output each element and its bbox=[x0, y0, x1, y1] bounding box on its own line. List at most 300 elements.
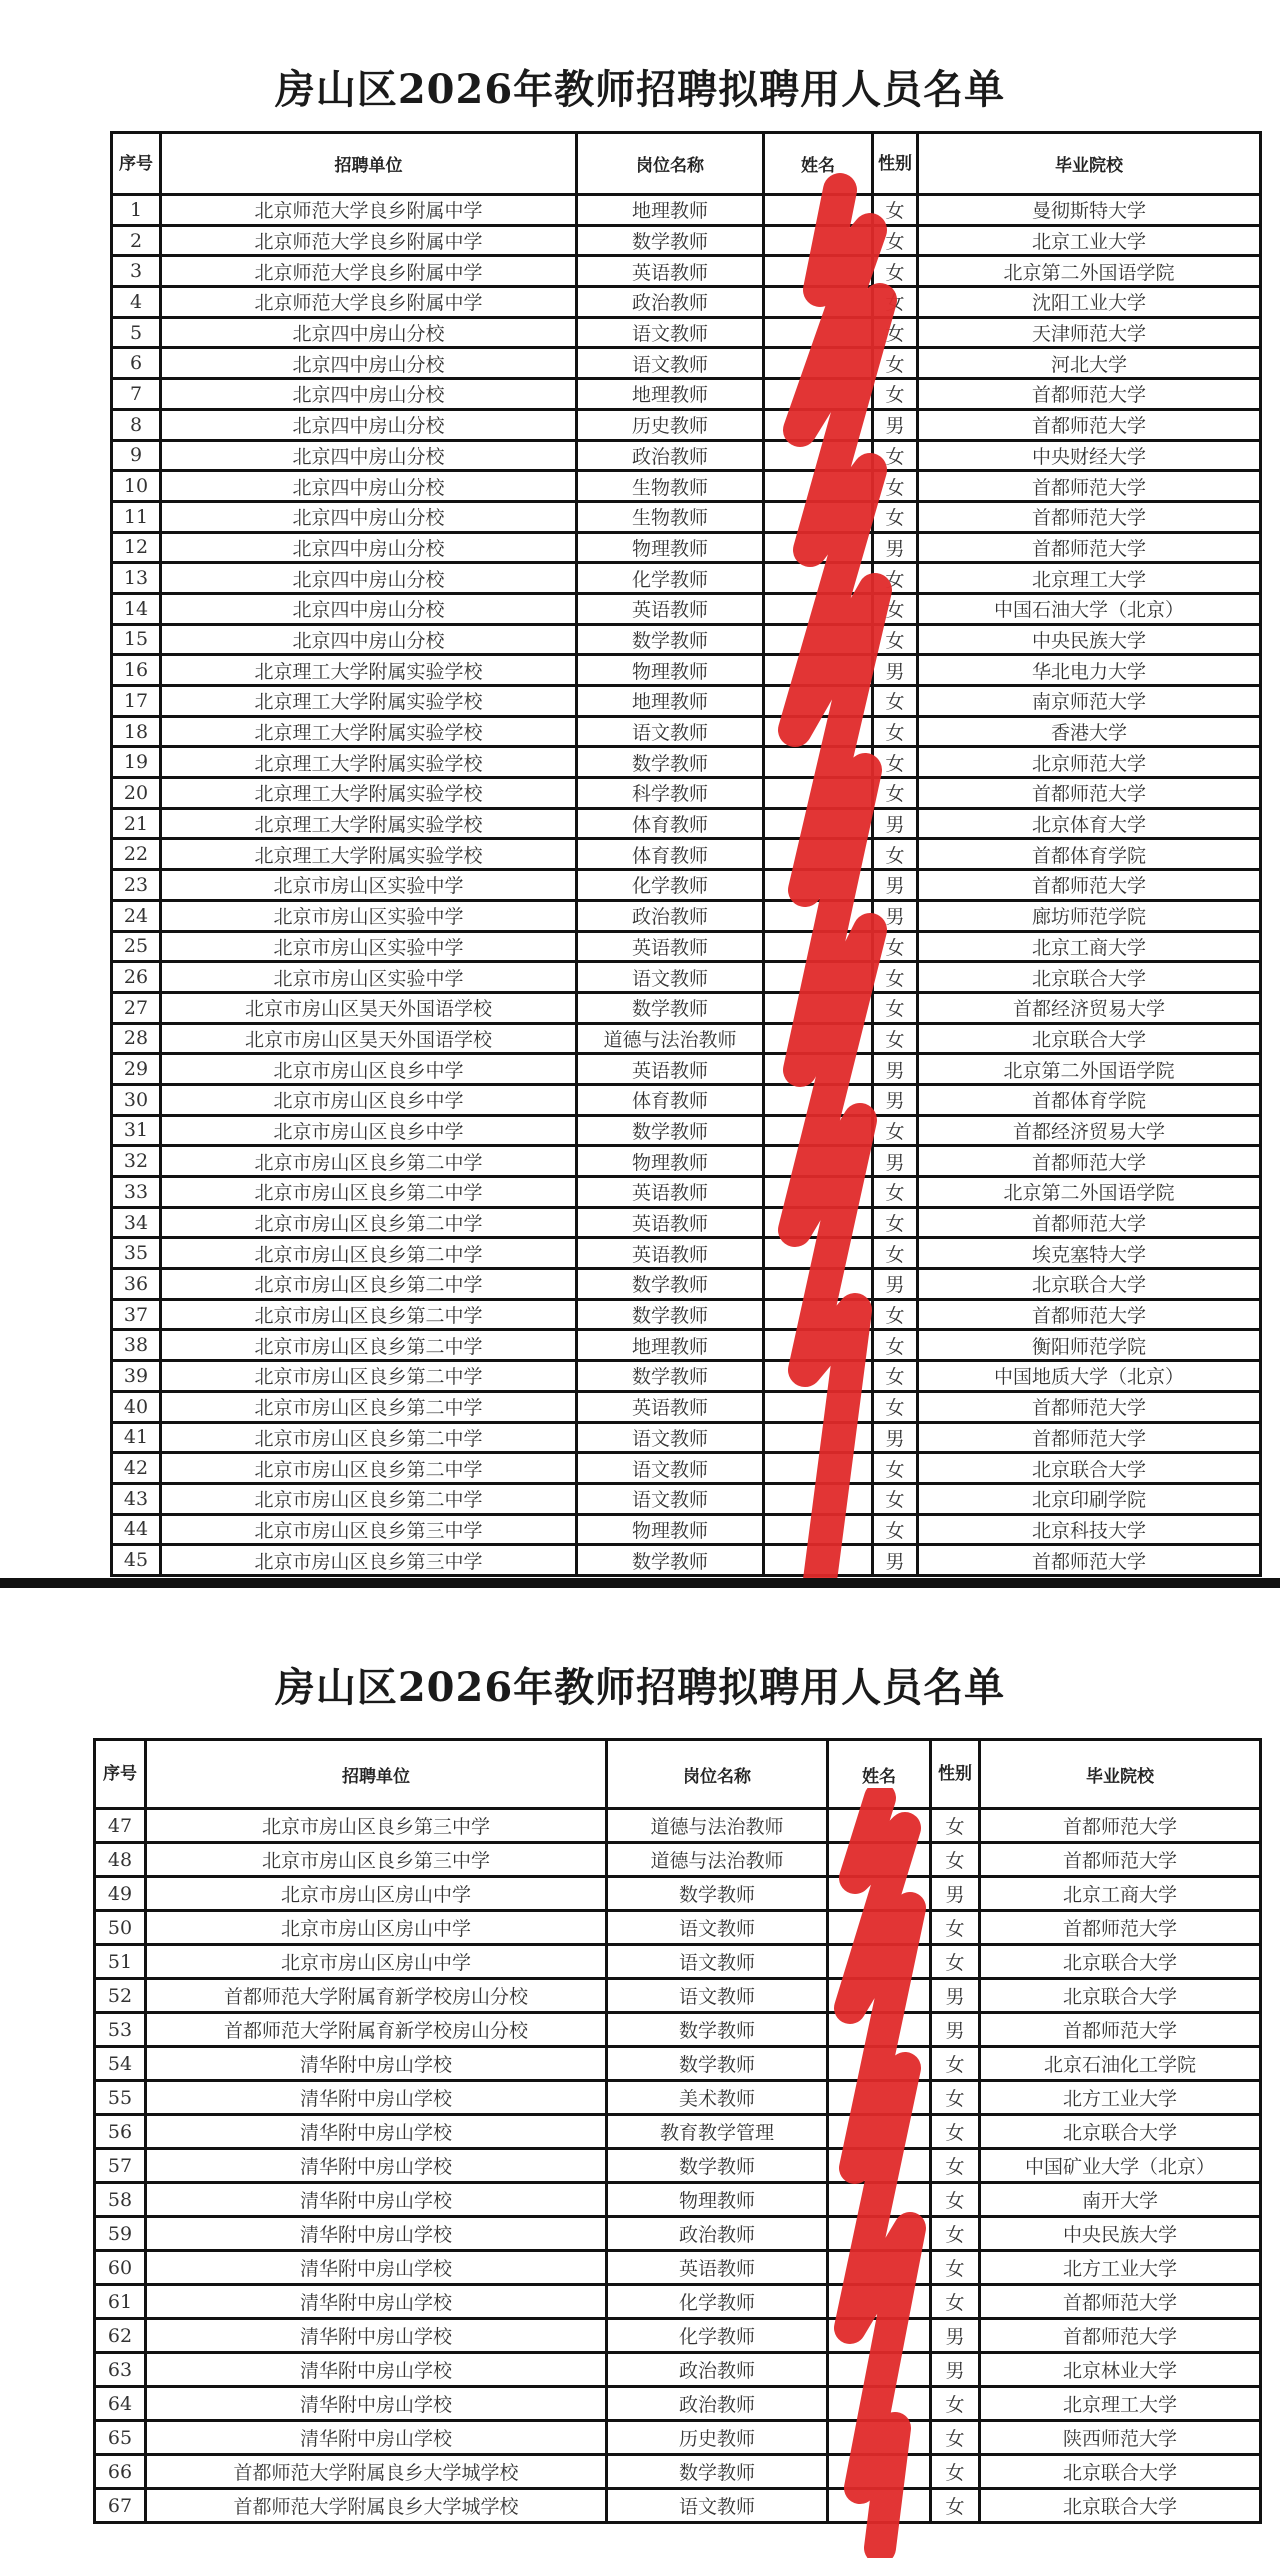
position-cell: 化学教师 bbox=[577, 870, 764, 901]
header-name: 姓名 bbox=[764, 133, 873, 195]
gender-cell: 女 bbox=[931, 2115, 980, 2149]
name-cell bbox=[764, 1330, 873, 1361]
position-cell: 语文教师 bbox=[607, 1945, 828, 1979]
unit-cell: 北京市房山区良乡第三中学 bbox=[161, 1514, 577, 1545]
school-cell: 北京印刷学院 bbox=[918, 1483, 1261, 1514]
seq-cell: 8 bbox=[112, 409, 161, 440]
gender-cell: 女 bbox=[931, 2047, 980, 2081]
position-cell: 政治教师 bbox=[577, 287, 764, 318]
gender-cell: 女 bbox=[931, 2421, 980, 2455]
unit-cell: 北京市房山区良乡第二中学 bbox=[161, 1483, 577, 1514]
school-cell: 香港大学 bbox=[918, 716, 1261, 747]
gender-cell: 男 bbox=[931, 1877, 980, 1911]
school-cell: 河北大学 bbox=[918, 348, 1261, 379]
unit-cell: 北京四中房山分校 bbox=[161, 532, 577, 563]
school-cell: 首都师范大学 bbox=[918, 778, 1261, 809]
table-row bbox=[112, 1177, 1261, 1208]
position-cell: 数学教师 bbox=[577, 1269, 764, 1300]
position-cell: 政治教师 bbox=[577, 900, 764, 931]
name-cell bbox=[764, 839, 873, 870]
seq-cell: 1 bbox=[112, 195, 161, 226]
name-cell bbox=[764, 1207, 873, 1238]
gender-cell: 女 bbox=[873, 563, 918, 594]
name-cell bbox=[764, 1269, 873, 1300]
table-row bbox=[112, 471, 1261, 502]
seq-cell: 25 bbox=[112, 931, 161, 962]
seq-cell: 24 bbox=[112, 900, 161, 931]
position-cell: 化学教师 bbox=[607, 2285, 828, 2319]
position-cell: 英语教师 bbox=[577, 1177, 764, 1208]
name-cell bbox=[764, 870, 873, 901]
name-cell bbox=[828, 2387, 931, 2421]
table-row bbox=[112, 1146, 1261, 1177]
unit-cell: 北京市房山区良乡第二中学 bbox=[161, 1391, 577, 1422]
table-row bbox=[95, 2319, 1261, 2353]
school-cell: 首都师范大学 bbox=[918, 1422, 1261, 1453]
table-row bbox=[95, 1945, 1261, 1979]
name-cell bbox=[828, 2455, 931, 2489]
name-cell bbox=[764, 1084, 873, 1115]
unit-cell: 北京市房山区昊天外国语学校 bbox=[161, 1023, 577, 1054]
table-row bbox=[112, 348, 1261, 379]
name-cell bbox=[828, 2285, 931, 2319]
gender-cell: 女 bbox=[931, 2217, 980, 2251]
seq-cell: 28 bbox=[112, 1023, 161, 1054]
name-cell bbox=[828, 2217, 931, 2251]
seq-cell: 53 bbox=[95, 2013, 146, 2047]
name-cell bbox=[828, 1911, 931, 1945]
school-cell: 首都师范大学 bbox=[918, 1391, 1261, 1422]
gender-cell: 女 bbox=[873, 195, 918, 226]
school-cell: 中国矿业大学（北京） bbox=[980, 2149, 1261, 2183]
page-separator bbox=[0, 1578, 1280, 1588]
name-cell bbox=[764, 1177, 873, 1208]
position-cell: 英语教师 bbox=[577, 1238, 764, 1269]
gender-cell: 女 bbox=[931, 1843, 980, 1877]
unit-cell: 北京四中房山分校 bbox=[161, 501, 577, 532]
position-cell: 政治教师 bbox=[607, 2217, 828, 2251]
table-row bbox=[95, 2489, 1261, 2523]
name-cell bbox=[764, 1514, 873, 1545]
name-cell bbox=[764, 532, 873, 563]
seq-cell: 56 bbox=[95, 2115, 146, 2149]
name-cell bbox=[764, 1023, 873, 1054]
table-row bbox=[112, 1514, 1261, 1545]
position-cell: 语文教师 bbox=[607, 1911, 828, 1945]
table-row bbox=[95, 1843, 1261, 1877]
name-cell bbox=[828, 2149, 931, 2183]
header-unit: 招聘单位 bbox=[146, 1740, 607, 1809]
position-cell: 历史教师 bbox=[577, 409, 764, 440]
gender-cell: 女 bbox=[931, 2387, 980, 2421]
seq-cell: 50 bbox=[95, 1911, 146, 1945]
unit-cell: 北京市房山区良乡中学 bbox=[161, 1054, 577, 1085]
position-cell: 数学教师 bbox=[607, 2455, 828, 2489]
table-row bbox=[112, 1238, 1261, 1269]
table-row bbox=[112, 195, 1261, 226]
unit-cell: 北京市房山区良乡中学 bbox=[161, 1115, 577, 1146]
unit-cell: 北京市房山区实验中学 bbox=[161, 931, 577, 962]
table-row bbox=[112, 501, 1261, 532]
table-row bbox=[112, 1391, 1261, 1422]
name-cell bbox=[764, 1422, 873, 1453]
unit-cell: 北京市房山区实验中学 bbox=[161, 870, 577, 901]
gender-cell: 女 bbox=[873, 256, 918, 287]
name-cell bbox=[764, 747, 873, 778]
gender-cell: 男 bbox=[873, 409, 918, 440]
gender-cell: 女 bbox=[873, 1361, 918, 1392]
school-cell: 首都师范大学 bbox=[918, 471, 1261, 502]
gender-cell: 女 bbox=[873, 1330, 918, 1361]
position-cell: 英语教师 bbox=[577, 1207, 764, 1238]
position-cell: 数学教师 bbox=[607, 2013, 828, 2047]
unit-cell: 北京市房山区良乡第二中学 bbox=[161, 1238, 577, 1269]
gender-cell: 女 bbox=[873, 593, 918, 624]
school-cell: 北京师范大学 bbox=[918, 747, 1261, 778]
seq-cell: 51 bbox=[95, 1945, 146, 1979]
gender-cell: 女 bbox=[873, 962, 918, 993]
unit-cell: 北京四中房山分校 bbox=[161, 563, 577, 594]
unit-cell: 北京师范大学良乡附属中学 bbox=[161, 256, 577, 287]
school-cell: 首都体育学院 bbox=[918, 839, 1261, 870]
position-cell: 语文教师 bbox=[607, 1979, 828, 2013]
gender-cell: 男 bbox=[931, 2013, 980, 2047]
seq-cell: 32 bbox=[112, 1146, 161, 1177]
unit-cell: 清华附中房山学校 bbox=[146, 2285, 607, 2319]
school-cell: 首都经济贸易大学 bbox=[918, 992, 1261, 1023]
name-cell bbox=[764, 195, 873, 226]
gender-cell: 女 bbox=[873, 1391, 918, 1422]
unit-cell: 北京师范大学良乡附属中学 bbox=[161, 287, 577, 318]
school-cell: 北京联合大学 bbox=[918, 1023, 1261, 1054]
table-row bbox=[112, 747, 1261, 778]
position-cell: 语文教师 bbox=[577, 348, 764, 379]
seq-cell: 52 bbox=[95, 1979, 146, 2013]
position-cell: 语文教师 bbox=[577, 317, 764, 348]
name-cell bbox=[764, 593, 873, 624]
gender-cell: 女 bbox=[931, 2183, 980, 2217]
school-cell: 首都经济贸易大学 bbox=[918, 1115, 1261, 1146]
gender-cell: 男 bbox=[873, 1084, 918, 1115]
table-row bbox=[112, 317, 1261, 348]
unit-cell: 北京市房山区昊天外国语学校 bbox=[161, 992, 577, 1023]
position-cell: 语文教师 bbox=[577, 1453, 764, 1484]
school-cell: 首都师范大学 bbox=[980, 1809, 1261, 1843]
header-name: 姓名 bbox=[828, 1740, 931, 1809]
table-row bbox=[112, 1361, 1261, 1392]
school-cell: 北京联合大学 bbox=[980, 2455, 1261, 2489]
table-row bbox=[95, 1911, 1261, 1945]
position-cell: 生物教师 bbox=[577, 501, 764, 532]
gender-cell: 女 bbox=[873, 225, 918, 256]
seq-cell: 55 bbox=[95, 2081, 146, 2115]
school-cell: 中国石油大学（北京） bbox=[918, 593, 1261, 624]
position-cell: 政治教师 bbox=[577, 440, 764, 471]
name-cell bbox=[828, 2319, 931, 2353]
position-cell: 语文教师 bbox=[577, 1422, 764, 1453]
unit-cell: 北京理工大学附属实验学校 bbox=[161, 655, 577, 686]
gender-cell: 女 bbox=[931, 1911, 980, 1945]
unit-cell: 清华附中房山学校 bbox=[146, 2217, 607, 2251]
name-cell bbox=[764, 1545, 873, 1576]
school-cell: 中央民族大学 bbox=[980, 2217, 1261, 2251]
table-row bbox=[112, 287, 1261, 318]
position-cell: 语文教师 bbox=[607, 2489, 828, 2523]
table-row bbox=[95, 2115, 1261, 2149]
school-cell: 北京联合大学 bbox=[980, 1945, 1261, 1979]
table-row bbox=[112, 1330, 1261, 1361]
seq-cell: 21 bbox=[112, 808, 161, 839]
table-row bbox=[112, 1453, 1261, 1484]
seq-cell: 4 bbox=[112, 287, 161, 318]
seq-cell: 65 bbox=[95, 2421, 146, 2455]
unit-cell: 北京市房山区实验中学 bbox=[161, 900, 577, 931]
seq-cell: 62 bbox=[95, 2319, 146, 2353]
name-cell bbox=[828, 2081, 931, 2115]
table-header-row bbox=[112, 133, 1261, 195]
name-cell bbox=[764, 409, 873, 440]
school-cell: 首都师范大学 bbox=[918, 379, 1261, 410]
table-row bbox=[95, 2013, 1261, 2047]
name-cell bbox=[764, 379, 873, 410]
school-cell: 天津师范大学 bbox=[918, 317, 1261, 348]
table-row bbox=[95, 2387, 1261, 2421]
table-row bbox=[95, 2149, 1261, 2183]
seq-cell: 22 bbox=[112, 839, 161, 870]
table-row bbox=[112, 440, 1261, 471]
gender-cell: 女 bbox=[931, 2285, 980, 2319]
school-cell: 北京联合大学 bbox=[980, 2115, 1261, 2149]
unit-cell: 北京市房山区良乡第三中学 bbox=[146, 1843, 607, 1877]
school-cell: 衡阳师范学院 bbox=[918, 1330, 1261, 1361]
table-row bbox=[95, 2285, 1261, 2319]
unit-cell: 北京理工大学附属实验学校 bbox=[161, 839, 577, 870]
table-row bbox=[112, 1115, 1261, 1146]
gender-cell: 男 bbox=[873, 1146, 918, 1177]
position-cell: 地理教师 bbox=[577, 1330, 764, 1361]
position-cell: 数学教师 bbox=[577, 992, 764, 1023]
gender-cell: 男 bbox=[931, 2319, 980, 2353]
school-cell: 北京林业大学 bbox=[980, 2353, 1261, 2387]
name-cell bbox=[764, 655, 873, 686]
seq-cell: 3 bbox=[112, 256, 161, 287]
seq-cell: 41 bbox=[112, 1422, 161, 1453]
gender-cell: 女 bbox=[873, 747, 918, 778]
gender-cell: 女 bbox=[873, 1177, 918, 1208]
position-cell: 数学教师 bbox=[577, 1115, 764, 1146]
name-cell bbox=[828, 1979, 931, 2013]
table-row bbox=[112, 1545, 1261, 1576]
table-row bbox=[112, 808, 1261, 839]
table-row bbox=[112, 992, 1261, 1023]
name-cell bbox=[764, 471, 873, 502]
school-cell: 首都师范大学 bbox=[918, 1545, 1261, 1576]
table-row bbox=[112, 1084, 1261, 1115]
gender-cell: 女 bbox=[873, 992, 918, 1023]
position-cell: 历史教师 bbox=[607, 2421, 828, 2455]
school-cell: 埃克塞特大学 bbox=[918, 1238, 1261, 1269]
seq-cell: 39 bbox=[112, 1361, 161, 1392]
seq-cell: 23 bbox=[112, 870, 161, 901]
gender-cell: 男 bbox=[873, 1269, 918, 1300]
school-cell: 中央民族大学 bbox=[918, 624, 1261, 655]
seq-cell: 36 bbox=[112, 1269, 161, 1300]
school-cell: 北京联合大学 bbox=[918, 1453, 1261, 1484]
unit-cell: 北京市房山区良乡第二中学 bbox=[161, 1146, 577, 1177]
seq-cell: 38 bbox=[112, 1330, 161, 1361]
seq-cell: 35 bbox=[112, 1238, 161, 1269]
school-cell: 北京工业大学 bbox=[918, 225, 1261, 256]
unit-cell: 清华附中房山学校 bbox=[146, 2421, 607, 2455]
table-row bbox=[112, 379, 1261, 410]
seq-cell: 40 bbox=[112, 1391, 161, 1422]
gender-cell: 男 bbox=[873, 1422, 918, 1453]
table-row bbox=[112, 1023, 1261, 1054]
position-cell: 生物教师 bbox=[577, 471, 764, 502]
gender-cell: 女 bbox=[873, 440, 918, 471]
unit-cell: 北京理工大学附属实验学校 bbox=[161, 716, 577, 747]
table-row bbox=[112, 1483, 1261, 1514]
gender-cell: 男 bbox=[873, 870, 918, 901]
header-seq: 序号 bbox=[95, 1740, 146, 1809]
seq-cell: 12 bbox=[112, 532, 161, 563]
position-cell: 地理教师 bbox=[577, 379, 764, 410]
gender-cell: 女 bbox=[873, 778, 918, 809]
unit-cell: 北京四中房山分校 bbox=[161, 471, 577, 502]
seq-cell: 16 bbox=[112, 655, 161, 686]
name-cell bbox=[828, 2183, 931, 2217]
table-row bbox=[112, 839, 1261, 870]
header-seq: 序号 bbox=[112, 133, 161, 195]
position-cell: 数学教师 bbox=[577, 225, 764, 256]
school-cell: 中央财经大学 bbox=[918, 440, 1261, 471]
seq-cell: 43 bbox=[112, 1483, 161, 1514]
table-row bbox=[95, 1809, 1261, 1843]
unit-cell: 首都师范大学附属良乡大学城学校 bbox=[146, 2455, 607, 2489]
seq-cell: 2 bbox=[112, 225, 161, 256]
seq-cell: 11 bbox=[112, 501, 161, 532]
name-cell bbox=[828, 1945, 931, 1979]
school-cell: 南开大学 bbox=[980, 2183, 1261, 2217]
seq-cell: 6 bbox=[112, 348, 161, 379]
seq-cell: 61 bbox=[95, 2285, 146, 2319]
table-row bbox=[112, 778, 1261, 809]
position-cell: 数学教师 bbox=[577, 624, 764, 655]
name-cell bbox=[828, 1809, 931, 1843]
school-cell: 陕西师范大学 bbox=[980, 2421, 1261, 2455]
school-cell: 北京理工大学 bbox=[980, 2387, 1261, 2421]
unit-cell: 北京师范大学良乡附属中学 bbox=[161, 195, 577, 226]
position-cell: 体育教师 bbox=[577, 1084, 764, 1115]
name-cell bbox=[764, 1146, 873, 1177]
unit-cell: 北京市房山区房山中学 bbox=[146, 1911, 607, 1945]
name-cell bbox=[764, 1238, 873, 1269]
table-row bbox=[112, 1269, 1261, 1300]
seq-cell: 31 bbox=[112, 1115, 161, 1146]
gender-cell: 男 bbox=[873, 808, 918, 839]
table-row bbox=[112, 624, 1261, 655]
unit-cell: 北京理工大学附属实验学校 bbox=[161, 686, 577, 717]
name-cell bbox=[764, 716, 873, 747]
position-cell: 语文教师 bbox=[577, 716, 764, 747]
unit-cell: 北京四中房山分校 bbox=[161, 440, 577, 471]
position-cell: 英语教师 bbox=[577, 593, 764, 624]
gender-cell: 女 bbox=[873, 931, 918, 962]
seq-cell: 13 bbox=[112, 563, 161, 594]
school-cell: 北方工业大学 bbox=[980, 2081, 1261, 2115]
gender-cell: 女 bbox=[931, 2081, 980, 2115]
position-cell: 语文教师 bbox=[577, 1483, 764, 1514]
name-cell bbox=[764, 992, 873, 1023]
gender-cell: 女 bbox=[873, 1453, 918, 1484]
page-title: 房山区2026年教师招聘拟聘用人员名单 bbox=[274, 1664, 1006, 1711]
recruitment-table-1 bbox=[110, 131, 1262, 1577]
table-row bbox=[95, 2251, 1261, 2285]
school-cell: 首都师范大学 bbox=[980, 2319, 1261, 2353]
table-row bbox=[95, 1877, 1261, 1911]
position-cell: 物理教师 bbox=[577, 655, 764, 686]
gender-cell: 男 bbox=[873, 1054, 918, 1085]
school-cell: 北京石油化工学院 bbox=[980, 2047, 1261, 2081]
seq-cell: 49 bbox=[95, 1877, 146, 1911]
position-cell: 英语教师 bbox=[577, 1054, 764, 1085]
position-cell: 地理教师 bbox=[577, 686, 764, 717]
position-cell: 物理教师 bbox=[577, 1514, 764, 1545]
school-cell: 曼彻斯特大学 bbox=[918, 195, 1261, 226]
name-cell bbox=[764, 440, 873, 471]
name-cell bbox=[828, 2047, 931, 2081]
unit-cell: 清华附中房山学校 bbox=[146, 2047, 607, 2081]
name-cell bbox=[764, 256, 873, 287]
name-cell bbox=[764, 778, 873, 809]
gender-cell: 女 bbox=[873, 1514, 918, 1545]
name-cell bbox=[764, 624, 873, 655]
school-cell: 北京第二外国语学院 bbox=[918, 256, 1261, 287]
gender-cell: 男 bbox=[931, 2353, 980, 2387]
name-cell bbox=[828, 2013, 931, 2047]
position-cell: 道德与法治教师 bbox=[577, 1023, 764, 1054]
seq-cell: 5 bbox=[112, 317, 161, 348]
school-cell: 北京第二外国语学院 bbox=[918, 1177, 1261, 1208]
table-row bbox=[112, 962, 1261, 993]
seq-cell: 59 bbox=[95, 2217, 146, 2251]
header-school: 毕业院校 bbox=[918, 133, 1261, 195]
seq-cell: 7 bbox=[112, 379, 161, 410]
unit-cell: 北京理工大学附属实验学校 bbox=[161, 808, 577, 839]
name-cell bbox=[764, 931, 873, 962]
school-cell: 北京联合大学 bbox=[980, 1979, 1261, 2013]
gender-cell: 女 bbox=[931, 2489, 980, 2523]
school-cell: 北京工商大学 bbox=[980, 1877, 1261, 1911]
table-row bbox=[95, 2455, 1261, 2489]
gender-cell: 女 bbox=[931, 1945, 980, 1979]
unit-cell: 北京市房山区良乡第三中学 bbox=[146, 1809, 607, 1843]
school-cell: 首都师范大学 bbox=[918, 1207, 1261, 1238]
name-cell bbox=[764, 808, 873, 839]
recruitment-table-2 bbox=[93, 1738, 1262, 2524]
position-cell: 数学教师 bbox=[577, 1361, 764, 1392]
name-cell bbox=[828, 2251, 931, 2285]
table-row bbox=[95, 2081, 1261, 2115]
unit-cell: 北京市房山区房山中学 bbox=[146, 1945, 607, 1979]
position-cell: 数学教师 bbox=[577, 1545, 764, 1576]
seq-cell: 30 bbox=[112, 1084, 161, 1115]
unit-cell: 清华附中房山学校 bbox=[146, 2319, 607, 2353]
table-row bbox=[112, 1054, 1261, 1085]
school-cell: 首都体育学院 bbox=[918, 1084, 1261, 1115]
position-cell: 物理教师 bbox=[577, 532, 764, 563]
header-school: 毕业院校 bbox=[980, 1740, 1261, 1809]
